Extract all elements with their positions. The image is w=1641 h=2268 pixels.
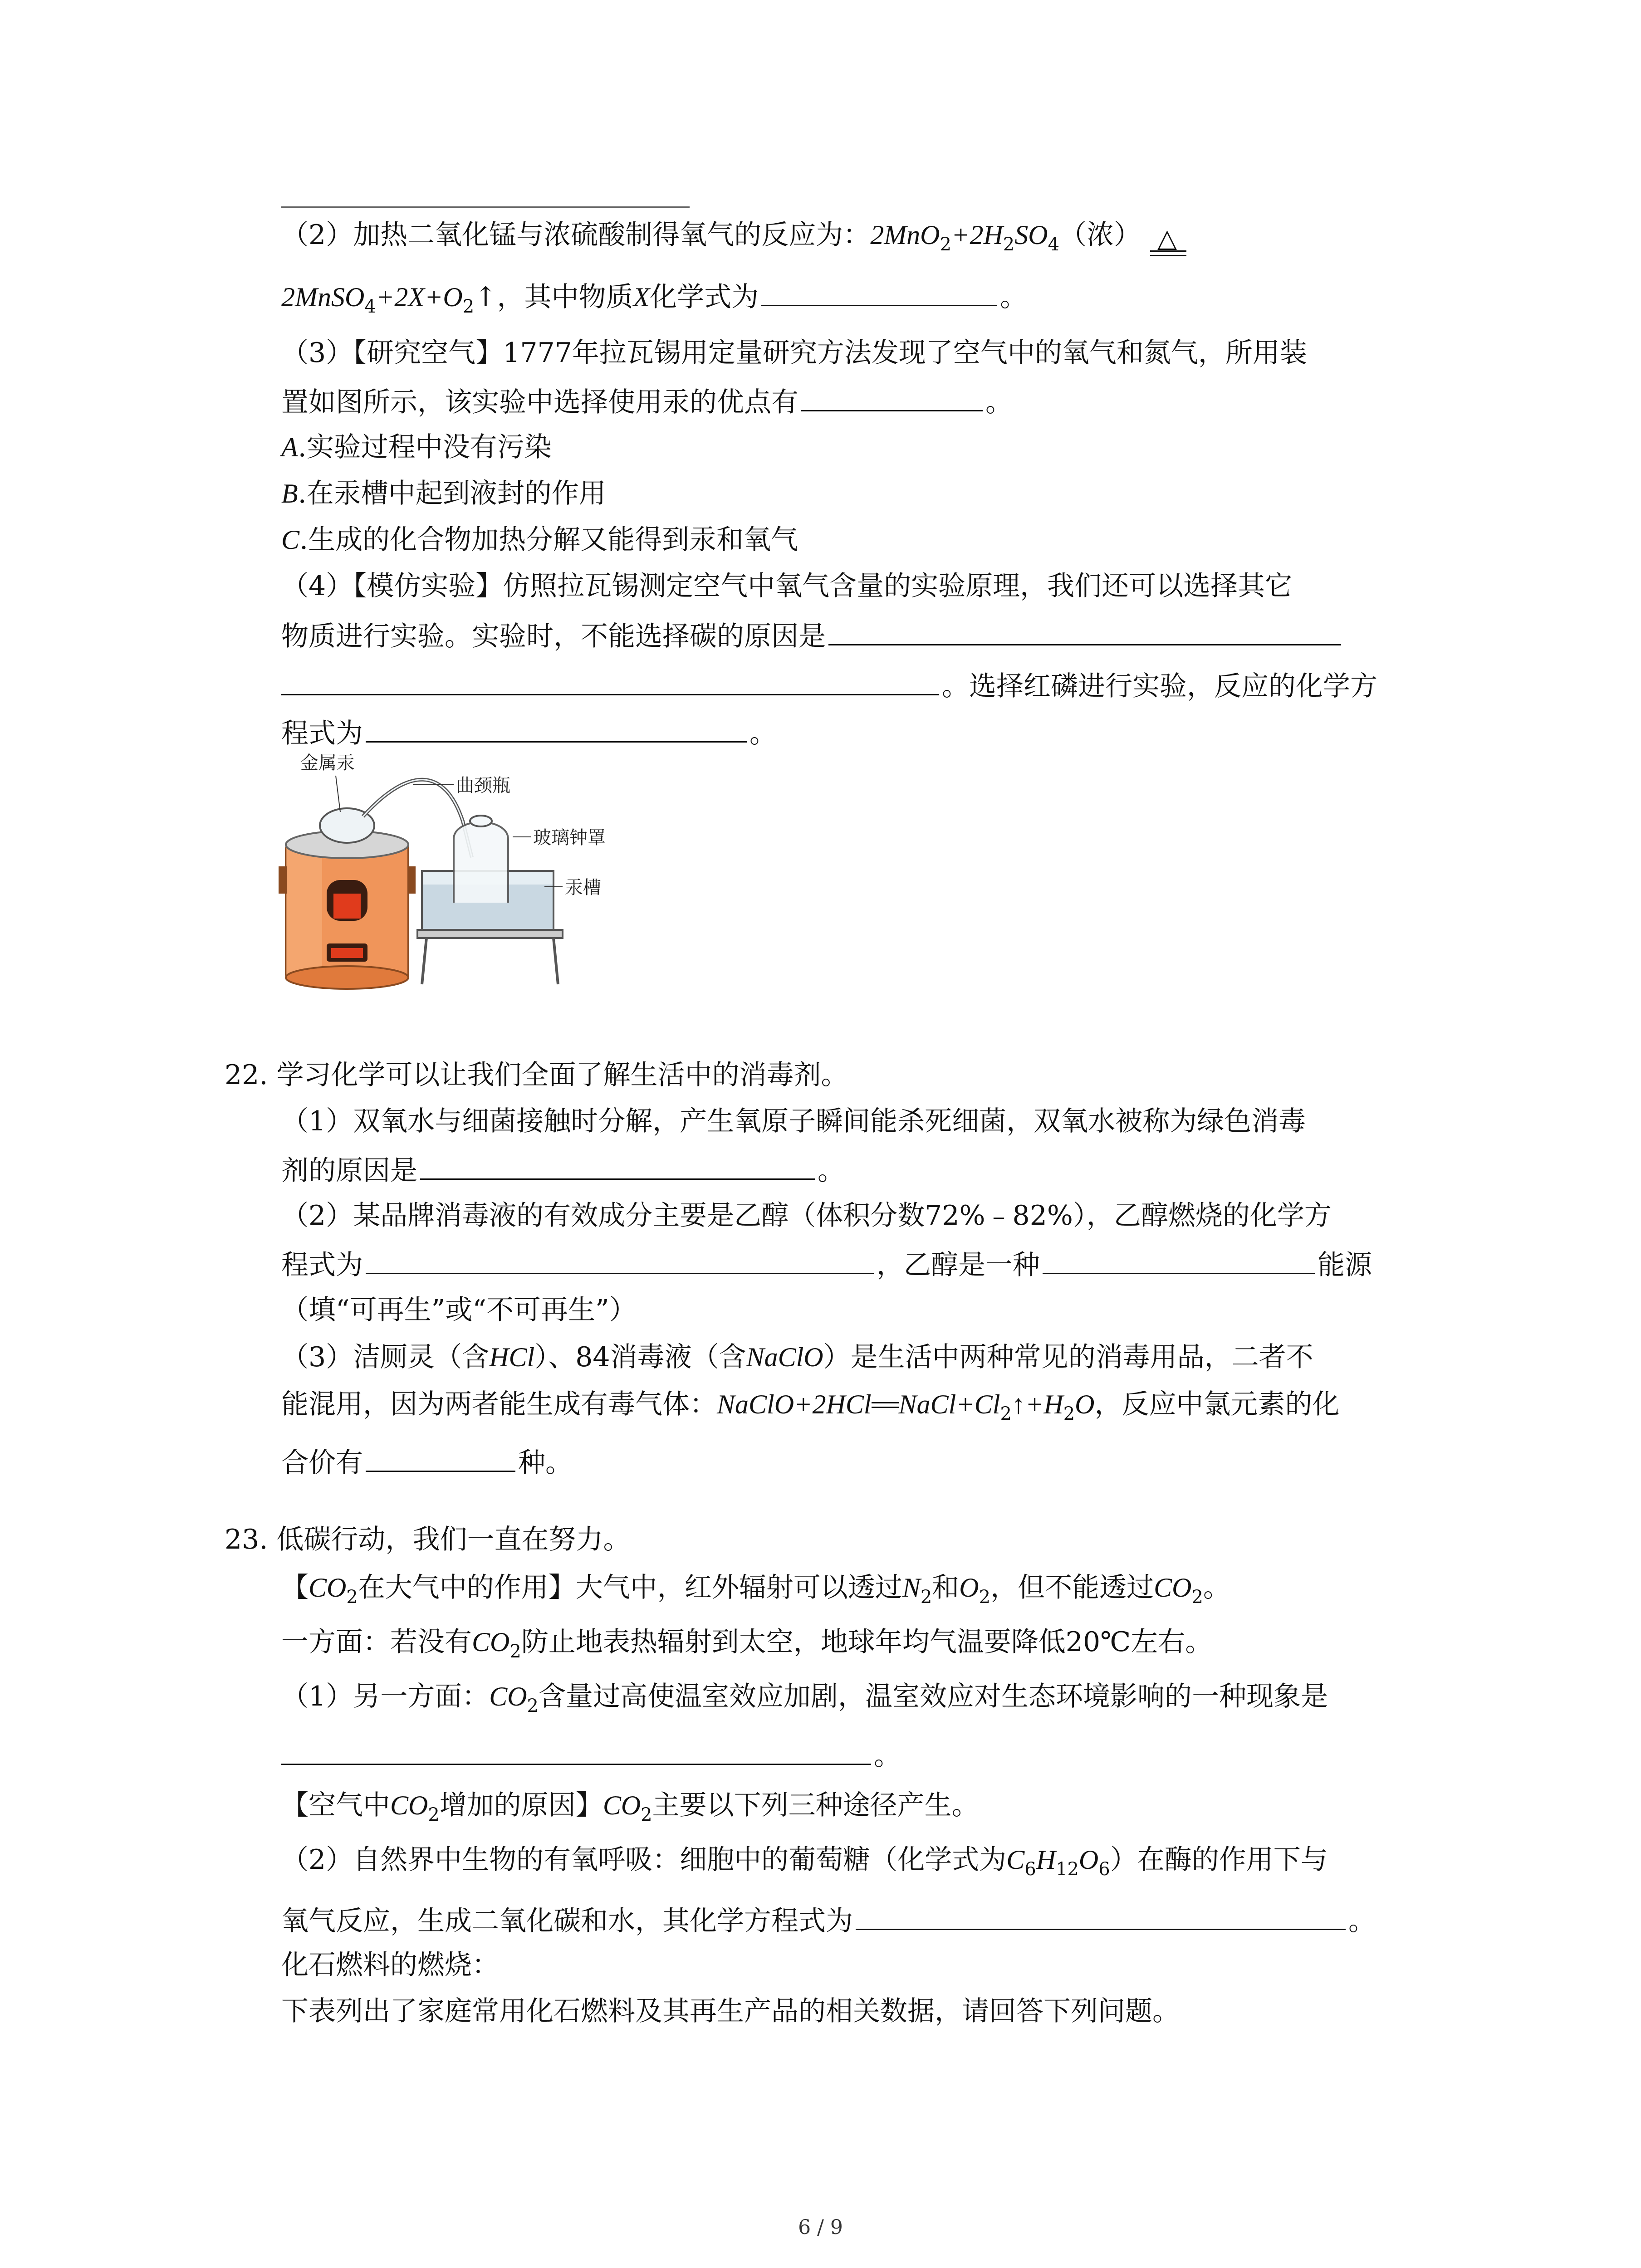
text: ，但不能透过 xyxy=(990,1572,1154,1603)
option-text: .在汞槽中起到液封的作用 xyxy=(298,478,606,509)
page-number: 6 / 9 xyxy=(798,2216,843,2239)
q23-line8: 化石燃料的燃烧： xyxy=(281,1949,499,1981)
text: 。 xyxy=(1203,1572,1230,1603)
heating-condition xyxy=(1150,223,1186,254)
q21-part4-line1: （4）【模仿实验】仿照拉瓦锡测定空气中氧气含量的实验原理，我们还可以选择其它 xyxy=(281,570,1293,602)
option-letter: A xyxy=(281,432,298,462)
subscript: 6 xyxy=(1098,1859,1110,1880)
formula: CO xyxy=(489,1681,527,1711)
q21-part2-line2 xyxy=(281,277,1027,325)
q23-line4 xyxy=(281,1735,901,1774)
text: 能源 xyxy=(1318,1249,1372,1281)
text: 主要以下列三种途径产生。 xyxy=(652,1789,979,1821)
text: 化学式为 xyxy=(650,281,759,313)
answer-blank[interactable] xyxy=(366,1245,874,1274)
formula: CO xyxy=(472,1627,510,1657)
label-retort: 曲颈瓶 xyxy=(456,776,510,796)
subscript: 2 xyxy=(462,296,475,317)
answer-blank[interactable] xyxy=(420,1150,815,1180)
text: 能混用，因为两者能生成有毒气体： xyxy=(281,1388,717,1420)
text: 和 xyxy=(932,1572,960,1603)
lavoisier-apparatus-figure xyxy=(272,748,617,1002)
text: 。 xyxy=(1348,1905,1376,1937)
option-b xyxy=(281,475,606,512)
q22-part1-line1: （1）双氧水与细菌接触时分解，产生氧原子瞬间能杀死细菌，双氧水被称为绿色消毒 xyxy=(281,1105,1306,1137)
text: （浓） xyxy=(1059,219,1141,251)
text: ，反应中氯元素的化 xyxy=(1094,1388,1340,1420)
subscript: 2 xyxy=(1191,1587,1203,1608)
text: ）是生活中两种常见的消毒用品，二者不 xyxy=(823,1341,1313,1373)
formula: H xyxy=(1036,1845,1056,1875)
q22-part1-line2 xyxy=(281,1150,845,1189)
formula: HCl xyxy=(489,1342,535,1372)
text: ↑，其中物质 xyxy=(474,281,633,313)
text: 置如图所示，该实验中选择使用汞的优点有 xyxy=(281,386,798,418)
subscript: 2 xyxy=(1003,234,1015,255)
q23-line3 xyxy=(281,1678,1328,1724)
bell-jar-icon xyxy=(454,816,508,903)
text: 程式为 xyxy=(281,718,363,749)
triangle-symbol: △ xyxy=(1157,224,1177,254)
q22-part3-line2 xyxy=(281,1386,1340,1432)
q22-part2-line3: （填“可再生”或“不可再生”） xyxy=(281,1294,637,1326)
text: （1）另一方面： xyxy=(281,1681,490,1712)
text: 物质进行实验。实验时，不能选择碳的原因是 xyxy=(281,621,826,652)
answer-blank[interactable] xyxy=(761,277,997,306)
q22-part2-line1: （2）某品牌消毒液的有效成分主要是乙醇（体积分数72%﹣82%），乙醇燃烧的化学方 xyxy=(281,1200,1332,1232)
formula: CO xyxy=(390,1790,428,1820)
text: 剂的原因是 xyxy=(281,1155,417,1187)
q21-part3-line1: （3）【研究空气】1777年拉瓦锡用定量研究方法发现了空气中的氧气和氮气，所用装 xyxy=(281,337,1307,369)
text: 。选择红磷进行实验，反应的化学方 xyxy=(942,670,1377,702)
text: 【空气中 xyxy=(281,1789,390,1821)
answer-blank[interactable] xyxy=(828,616,1341,645)
q23-line2 xyxy=(281,1624,1212,1670)
answer-blank[interactable] xyxy=(366,713,747,743)
q21-part4-line4 xyxy=(281,713,777,752)
text: ，乙醇是一种 xyxy=(877,1249,1040,1281)
text: （2）加热二氧化锰与浓硫酸制得氧气的反应为： xyxy=(281,219,871,251)
label-bell-jar: 玻璃钟罩 xyxy=(533,828,606,848)
q22-part3-line3 xyxy=(281,1442,573,1481)
text: 氧气反应，生成二氧化碳和水，其化学方程式为 xyxy=(281,1905,853,1937)
option-text: .生成的化合物加热分解又能得到汞和氧气 xyxy=(299,524,798,556)
subscript: 2 xyxy=(346,1587,358,1608)
text: ）在酶的作用下与 xyxy=(1110,1844,1328,1876)
formula: 2MnSO xyxy=(281,282,365,312)
text: 种。 xyxy=(518,1447,573,1479)
text: 【 xyxy=(281,1572,309,1603)
subscript: 2 xyxy=(920,1587,932,1608)
text: （2）自然界中生物的有氧呼吸：细胞中的葡萄糖（化学式为 xyxy=(281,1844,1007,1876)
q21-part2-line1 xyxy=(281,217,1186,263)
formula: ↑+H xyxy=(1011,1389,1063,1419)
subscript: 2 xyxy=(527,1696,539,1716)
q21-part3-line2 xyxy=(281,382,1013,420)
label-trough: 汞槽 xyxy=(565,878,601,898)
formula: SO xyxy=(1014,220,1048,250)
q23-line1 xyxy=(281,1569,1230,1615)
subscript: 12 xyxy=(1056,1859,1079,1880)
q23-line9: 下表列出了家庭常用化石燃料及其再生产品的相关数据，请回答下列问题。 xyxy=(281,1995,1180,2027)
formula: CO xyxy=(1154,1573,1192,1603)
option-letter: C xyxy=(281,525,300,555)
formula: NaCl+Cl xyxy=(898,1389,1000,1419)
q21-part4-line2 xyxy=(281,616,1344,655)
option-c xyxy=(281,522,798,558)
formula: +2H xyxy=(951,220,1003,250)
option-a xyxy=(281,429,552,465)
answer-blank[interactable] xyxy=(281,666,939,695)
q22-part3-line1 xyxy=(281,1339,1313,1375)
text: 合价有 xyxy=(281,1447,363,1479)
subscript: 4 xyxy=(1048,234,1060,255)
answer-blank[interactable] xyxy=(856,1901,1346,1930)
option-text: .实验过程中没有污染 xyxy=(298,431,552,463)
furnace-icon xyxy=(279,831,416,989)
text: 。 xyxy=(985,386,1013,418)
formula: X xyxy=(633,282,650,312)
subscript: 2 xyxy=(1000,1403,1012,1424)
formula: C xyxy=(1006,1845,1025,1875)
formula: +2X+O xyxy=(376,282,463,312)
top-rule xyxy=(281,206,690,208)
text: 含量过高使温室效应加剧，温室效应对生态环境影响的一种现象是 xyxy=(539,1681,1328,1712)
subscript: 2 xyxy=(509,1641,521,1662)
text: 增加的原因】 xyxy=(439,1789,603,1821)
formula: CO xyxy=(603,1790,641,1820)
q23-title: 23. 低碳行动，我们一直在努力。 xyxy=(225,1524,631,1555)
formula: CO xyxy=(309,1573,347,1603)
text: 。 xyxy=(874,1740,901,1772)
formula: 2MnO xyxy=(870,220,940,250)
text: ）、84消毒液（含 xyxy=(534,1341,746,1373)
answer-blank[interactable] xyxy=(281,1735,871,1765)
q21-part4-line3 xyxy=(281,666,1377,704)
q23-line5 xyxy=(281,1787,979,1833)
text: 一方面：若没有 xyxy=(281,1626,472,1658)
equals-sign xyxy=(872,1399,899,1413)
formula: NaClO xyxy=(746,1342,823,1372)
label-mercury: 金属汞 xyxy=(300,753,355,773)
answer-blank[interactable] xyxy=(1043,1245,1315,1274)
text: 。 xyxy=(818,1155,845,1187)
q23-line7 xyxy=(281,1901,1376,1939)
subscript: 2 xyxy=(940,234,951,255)
text: 。 xyxy=(1000,281,1028,313)
subscript: 2 xyxy=(428,1804,440,1825)
option-letter: B xyxy=(281,479,298,508)
subscript: 2 xyxy=(641,1804,652,1825)
text: 在大气中的作用】大气中，红外辐射可以透过 xyxy=(358,1572,902,1603)
text: （3）洁厕灵（含 xyxy=(281,1341,490,1373)
q23-line6 xyxy=(281,1842,1328,1887)
formula: N xyxy=(902,1573,921,1603)
formula: O xyxy=(1075,1389,1095,1419)
subscript: 4 xyxy=(364,296,376,317)
subscript: 6 xyxy=(1024,1859,1036,1880)
answer-blank[interactable] xyxy=(801,382,983,411)
subscript: 2 xyxy=(979,1587,991,1608)
text: 程式为 xyxy=(281,1249,363,1281)
formula: NaClO+2HCl xyxy=(717,1389,872,1419)
formula: O xyxy=(1078,1845,1099,1875)
text: 防止地表热辐射到太空，地球年均气温要降低20℃左右。 xyxy=(521,1626,1213,1658)
formula: O xyxy=(959,1573,979,1603)
q22-part2-line2 xyxy=(281,1245,1372,1283)
answer-blank[interactable] xyxy=(366,1442,515,1472)
q22-title: 22. 学习化学可以让我们全面了解生活中的消毒剂。 xyxy=(225,1059,848,1091)
subscript: 2 xyxy=(1063,1403,1075,1424)
text: 。 xyxy=(749,718,777,749)
